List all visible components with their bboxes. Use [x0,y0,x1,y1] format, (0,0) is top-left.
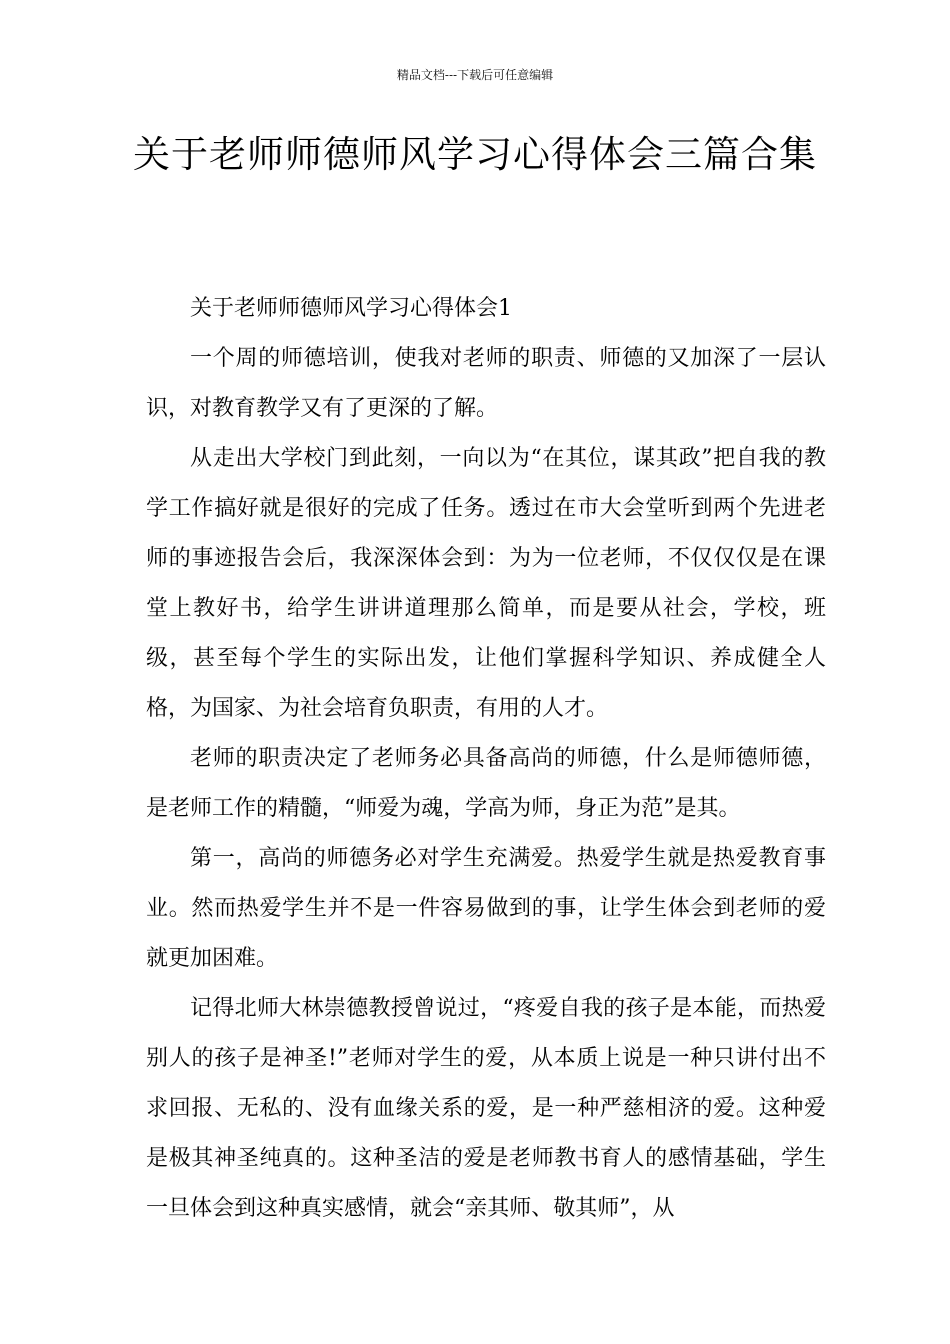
paragraph: 一个周的师德培训，使我对老师的职责、师德的又加深了一层认识，对教育教学又有了更深的了解。 [146,346,826,421]
paragraph: 老师的职责决定了老师务必具备高尚的师德，什么是师德师德，是老师工作的精髓，“师爱为魂，学高为师，身正为范”是其。 [146,746,826,821]
paragraph: 记得北师大林崇德教授曾说过，“疼爱自我的孩子是本能，而热爱别人的孩子是神圣!”老师对学生的爱，从本质上说是一种只讲付出不求回报、无私的、没有血缘关系的爱，是一种严慈相济的爱。这种爱是极其神圣纯真的。这种圣洁的爱是老师教书育人的感情基础，学生一旦体会到这种真实感情，就会“亲其师、敬其师”，从 [146,996,826,1221]
document-title: 关于老师师德师风学习心得体会三篇合集 [133,133,817,176]
header-note: 精品文档---下载后可任意编辑 [396,68,554,82]
paragraph: 第一，高尚的师德务必对学生充满爱。热爱学生就是热爱教育事业。然而热爱学生并不是一件容易做到的事，让学生体会到老师的爱就更加困难。 [146,846,826,971]
section-heading: 关于老师师德师风学习心得体会1 [190,296,512,321]
paragraph: 从走出大学校门到此刻，一向以为“在其位，谋其政”把自我的教学工作搞好就是很好的完成了任务。透过在市大会堂听到两个先进老师的事迹报告会后，我深深体会到：为为一位老师，不仅仅仅是在课堂上教好书，给学生讲讲道理那么简单，而是要从社会，学校，班级，甚至每个学生的实际出发，让他们掌握科学知识、养成健全人格，为国家、为社会培育负职责，有用的人才。 [146,446,826,721]
document-body [146,284,826,1234]
